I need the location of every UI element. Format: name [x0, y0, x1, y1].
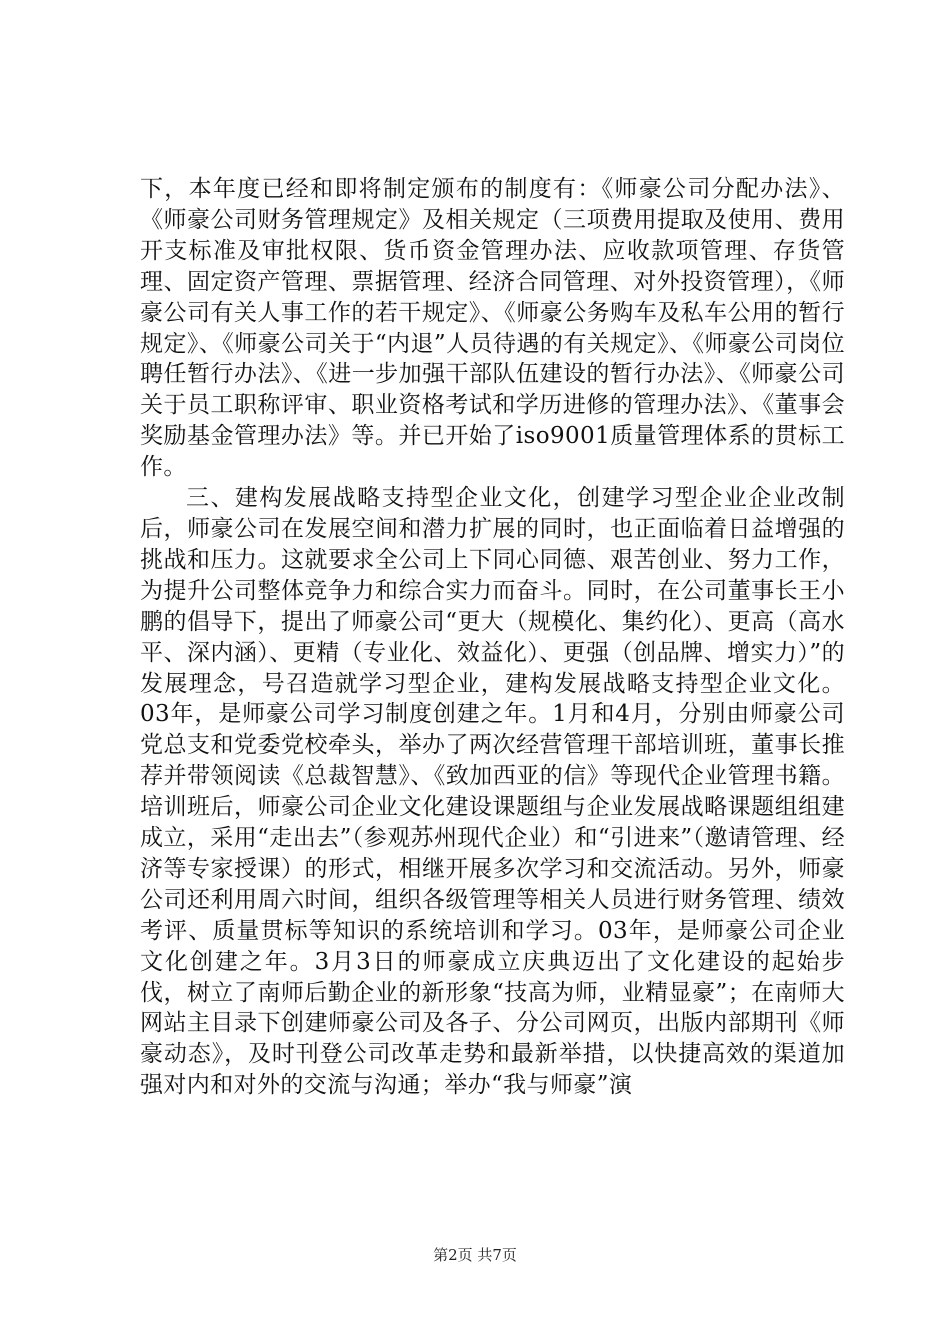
paragraph-section-three: 三、建构发展战略支持型企业文化，创建学习型企业企业改制后，师豪公司在发展空间和潜力扩展的同时，也正面临着日益增强的挑战和压力。这就要求全公司上下同心同德、艰苦创业、努力工作，为提升公司整体竞争力和综合实力而奋斗。同时，在公司董事长王小鹏的倡导下，提出了师豪公司“更大（规模化、集约化）、更高（高水平、深内涵）、更精（专业化、效益化）、更强（创品牌、增实力）”的发展理念，号召造就学习型企业，建构发展战略支持型企业文化。03年，是师豪公司学习制度创建之年。1月和4月，分别由师豪公司党总支和党委党校牵头，举办了两次经营管理干部培训班，董事长推荐并带领阅读《总裁智慧》、《致加西亚的信》等现代企业管理书籍。培训班后，师豪公司企业文化建设课题组与企业发展战略课题组组建成立，采用“走出去”（参观苏州现代企业）和“引进来”（邀请管理、经济等专家授课）的形式，相继开展多次学习和交流活动。另外，师豪公司还利用周六时间，组织各级管理等相关人员进行财务管理、绩效考评、质量贯标等知识的系统培训和学习。03年，是师豪公司企业文化创建之年。3月3日的师豪成立庆典迈出了文化建设的起始步伐，树立了南师后勤企业的新形象“技高为师，业精显豪”；在南师大网站主目录下创建师豪公司及各子、分公司网页，出版内部期刊《师豪动态》，及时刊登公司改革走势和最新举措，以快捷高效的渠道加强对内和对外的交流与沟通；举办“我与师豪”演 — [140, 485, 845, 1099]
document-body — [140, 174, 845, 1101]
page-footer: 第2页 共7页 — [433, 1246, 517, 1264]
paragraph-continuation: 下，本年度已经和即将制定颁布的制度有：《师豪公司分配办法》、《师豪公司财务管理规定》及相关规定（三项费用提取及使用、费用开支标准及审批权限、货币资金管理办法、应收款项管理、存货管理、固定资产管理、票据管理、经济合同管理、对外投资管理），《师豪公司有关人事工作的若干规定》、《师豪公务购车及私车公用的暂行规定》、《师豪公司关于“内退”人员待遇的有关规定》、《师豪公司岗位聘任暂行办法》、《进一步加强干部队伍建设的暂行办法》、《师豪公司关于员工职称评审、职业资格考试和学历进修的管理办法》、《董事会奖励基金管理办法》等。并已开始了iso9001质量管理体系的贯标工作。 — [140, 176, 845, 481]
